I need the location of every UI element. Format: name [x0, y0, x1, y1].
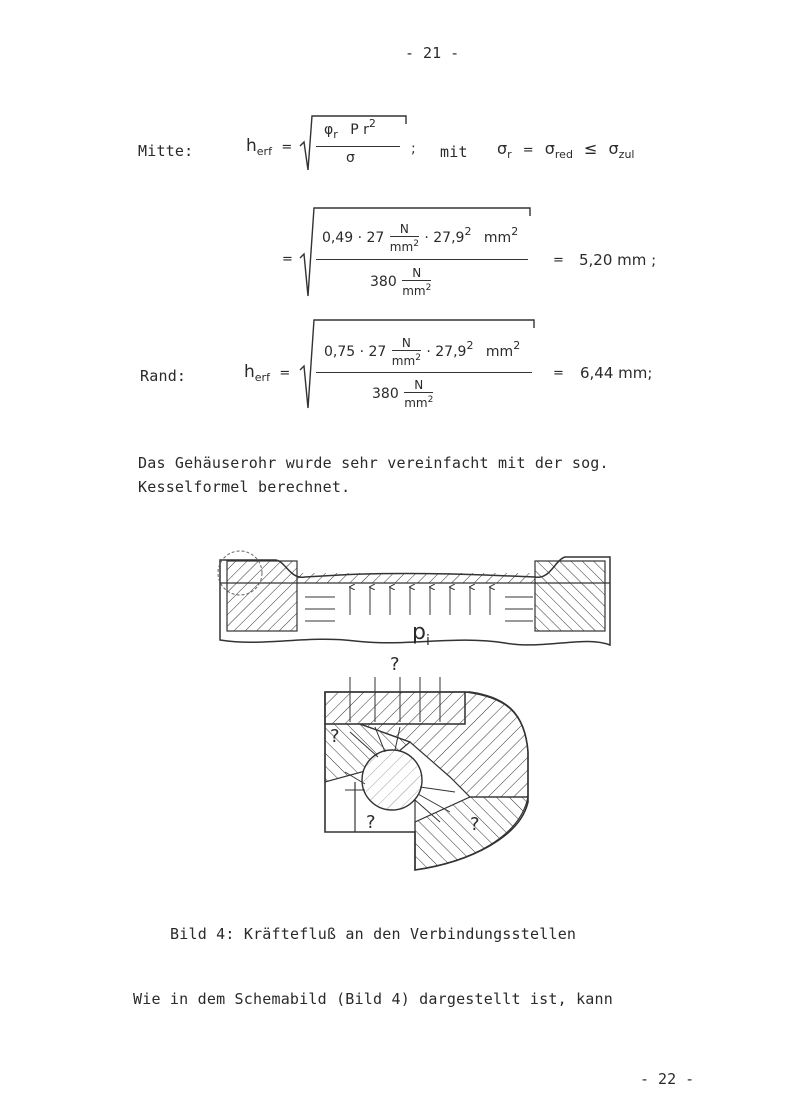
pressure-label [412, 620, 430, 649]
num-factor: 0,49 · 27 [322, 230, 385, 246]
figure-caption: Bild 4: Kräftefluß an den Verbindungsstellen [170, 925, 577, 943]
pressure-subscript: i [425, 633, 430, 649]
unit-fraction [390, 222, 419, 254]
num-mm-sup: 2 [511, 225, 519, 238]
num-mm-sup: 2 [513, 339, 521, 352]
pressure-symbol: p [412, 620, 426, 645]
less-equal-sign: ≤ [584, 139, 598, 158]
den-unit-n: N [404, 378, 433, 393]
unit-den [390, 237, 419, 254]
fraction-line-calc-mitte [316, 259, 528, 260]
sigma-r-sub: r [507, 148, 512, 161]
body-text-line-2: Kesselformel berechnet. [138, 478, 351, 496]
denominator-calc-mitte [370, 266, 432, 298]
lhs-symbol: h [244, 362, 255, 382]
num-radius-sup: 2 [464, 225, 472, 238]
equals-sign: = [279, 366, 291, 381]
numerator-rest: P r [350, 122, 369, 138]
num-factor: 0,75 · 27 [324, 344, 387, 360]
unit-mm: mm [389, 240, 414, 254]
body-text-line-1: Das Gehäuserohr wurde sehr vereinfacht mit der sog. [138, 454, 609, 472]
result-mitte: 5,20 mm ; [579, 251, 657, 269]
page-number-top: - 21 - [405, 44, 460, 62]
sigma-r: σ [497, 139, 508, 158]
fraction-line-rand [316, 372, 532, 373]
result-equals-rand: = [553, 366, 564, 381]
den-unit-n: N [402, 266, 431, 281]
den-unit-fraction [402, 266, 431, 298]
unit-fraction [392, 336, 421, 368]
page-number-bottom: - 22 - [640, 1070, 695, 1088]
unit-mm-sup: 2 [415, 353, 421, 363]
phi-symbol: φ [324, 122, 334, 138]
lhs-subscript: erf [256, 145, 272, 158]
fraction-line-mitte [316, 146, 400, 147]
lhs-symbol: h [246, 136, 257, 156]
den-unit-mm: mm [404, 396, 428, 410]
sigma-zul-sub: zul [618, 148, 635, 161]
formula-label-mitte: Mitte: [138, 142, 194, 160]
num-radius-sup: 2 [466, 339, 474, 352]
question-mark-left: ? [330, 726, 340, 747]
num-mm: mm [485, 344, 514, 360]
question-mark-top: ? [390, 654, 400, 675]
den-unit-den [404, 393, 433, 410]
equals-calc-mitte: = [282, 252, 293, 267]
lhs-subscript: erf [254, 371, 270, 384]
unit-n: N [392, 336, 421, 351]
lhs-herf-mitte [246, 136, 292, 156]
equals-sign: = [281, 140, 293, 155]
den-value: 380 [372, 386, 399, 402]
phi-subscript: r [333, 128, 338, 141]
sigma-red-sub: red [554, 148, 573, 161]
formula-label-rand: Rand: [140, 367, 187, 385]
lhs-herf-rand [244, 362, 290, 382]
result-equals-mitte: = [553, 253, 564, 268]
den-value: 380 [370, 274, 397, 290]
numerator-rand [324, 336, 520, 368]
num-mm: mm [483, 230, 512, 246]
footer-text: Wie in dem Schemabild (Bild 4) dargestellt ist, kann [133, 990, 613, 1008]
numerator-sup: 2 [368, 117, 376, 130]
denominator-mitte: σ [346, 150, 355, 166]
den-unit-fraction [404, 378, 433, 410]
unit-mm-sup: 2 [413, 239, 419, 249]
sigma-zul: σ [608, 139, 619, 158]
denominator-rand [372, 378, 434, 410]
unit-mm: mm [391, 354, 416, 368]
separator-semicolon: ; [411, 141, 416, 157]
result-rand: 6,44 mm; [580, 364, 653, 382]
den-unit-mm: mm [402, 284, 426, 298]
mit-word: mit [440, 143, 468, 161]
condition-mitte [497, 139, 635, 161]
num-radius: · 27,9 [426, 344, 467, 360]
den-unit-sup: 2 [425, 283, 432, 293]
unit-den [392, 351, 421, 368]
figure-connection-detail [320, 672, 530, 872]
num-radius: · 27,9 [424, 230, 465, 246]
question-mark-lower-left: ? [366, 812, 376, 833]
numerator-mitte [324, 117, 376, 141]
den-unit-sup: 2 [427, 395, 434, 405]
question-mark-lower-right: ? [470, 814, 480, 835]
sigma-red: σ [544, 139, 555, 158]
cond-equals: = [522, 143, 534, 158]
den-unit-den [402, 281, 431, 298]
numerator-calc-mitte [322, 222, 518, 254]
unit-n: N [390, 222, 419, 237]
